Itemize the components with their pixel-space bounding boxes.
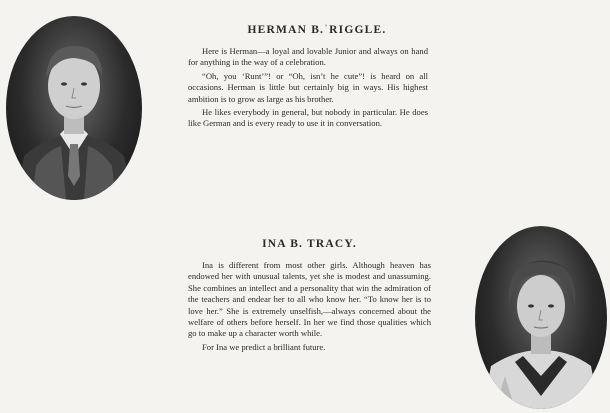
entry-paragraph: “Oh, you ‘Runt’”! or “Oh, isn’t he cute”! is heard on all occasions. Herman is little but certainly big in ways. His highest ambition is to grow as large as his brother.: [188, 70, 428, 104]
entry-paragraph: Ina is different from most other girls. Although heaven has endowed her with unusual talents, yet she is modest and unassuming. She combines an intellect and a personality that win the admiration of the teachers and endear her to all who know her. “To know her is to love her.” She is extremely unselfish,—always concerned about the welfare of others before herself. In her we find those qualities which go to make up a character worth while.: [188, 260, 431, 339]
entry-herman: [188, 24, 428, 132]
portrait-herman-image: [6, 16, 142, 200]
entry-name: INA B. TRACY.: [262, 238, 357, 250]
portrait-herman: [6, 16, 142, 200]
entry-paragraph: Here is Herman—a loyal and lovable Junior and always on hand for anything in the way of a celebration.: [188, 46, 428, 68]
portrait-ina: [475, 226, 607, 409]
entry-paragraph: For Ina we predict a brilliant future.: [202, 341, 326, 352]
entry-name: HERMAN B.ˈRIGGLE.: [247, 24, 387, 36]
entry-paragraph: He likes everybody in general, but nobody in particular. He does like German and is every ready to use it in conversation.: [188, 107, 428, 129]
entry-ina: [188, 238, 431, 355]
portrait-ina-image: [475, 226, 607, 409]
